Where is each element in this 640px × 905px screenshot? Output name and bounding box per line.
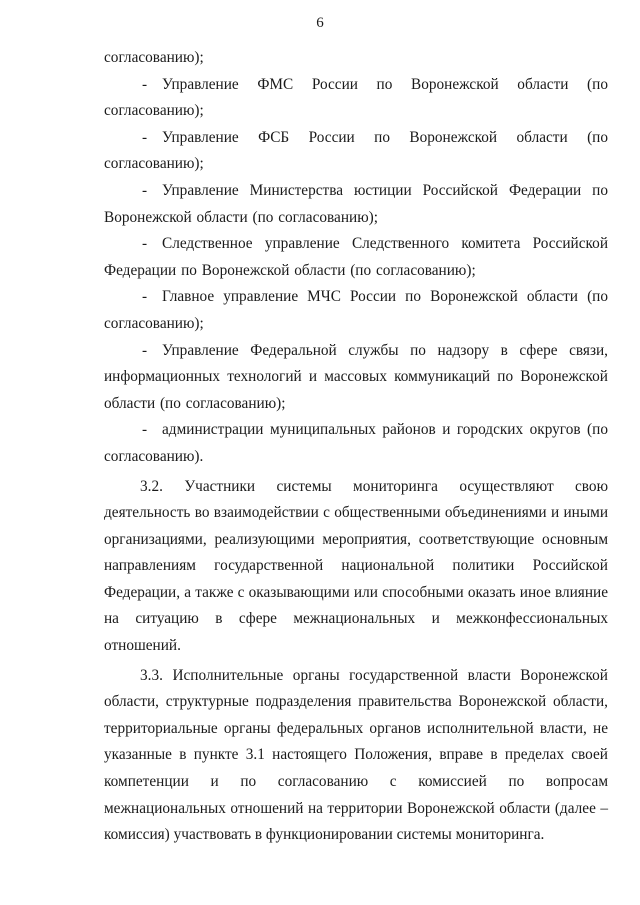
section-number: 3.2. xyxy=(140,477,163,495)
list-item-text: Управление ФМС России по Воронежской области (по согласованию); xyxy=(104,75,608,120)
document-body xyxy=(104,45,608,849)
page-number: 6 xyxy=(316,15,324,31)
list-item-text: Управление ФСБ России по Воронежской области (по согласованию); xyxy=(104,128,608,173)
bullet-dash: - xyxy=(142,75,148,93)
list-item xyxy=(104,284,608,337)
list-item xyxy=(104,417,608,470)
list-item xyxy=(104,178,608,231)
section-3-3 xyxy=(104,663,608,849)
bullet-dash: - xyxy=(142,341,148,359)
list-item-text: Управление Федеральной службы по надзору в сфере связи, информационных технологий и массовых коммуникаций по Воронежской области (по согласованию); xyxy=(104,341,608,412)
section-number: 3.3. xyxy=(140,666,163,684)
list-item xyxy=(104,338,608,418)
lead-fragment: согласованию); xyxy=(104,49,204,66)
section-text: Исполнительные органы государственной власти Воронежской области, структурные подразделения правительства Воронежской области, территориальные органы федеральных органов исполнительной власти, не указанные в пункте 3.1 настоящего Положения, вправе в пределах своей компетенции и по согласованию с комиссией по вопросам межнациональных отношений на территории Воронежской области (далее – комиссия) участвовать в функционировании системы мониторинга. xyxy=(104,666,608,844)
bullet-dash: - xyxy=(142,181,148,199)
bullet-dash: - xyxy=(142,128,148,146)
section-text: Участники системы мониторинга осуществляют свою деятельность во взаимодействии с общественными объединениями и иными организациями, реализующими мероприятия, соответствующие основным направлениям государственной национальной политики Российской Федерации, а также с оказывающими или способными оказать иное влияние на ситуацию в сфере межнациональных и межконфессиональных отношений. xyxy=(104,477,608,655)
list-item xyxy=(104,125,608,178)
section-3-2 xyxy=(104,474,608,660)
list-item-text: Управление Министерства юстиции Российской Федерации по Воронежской области (по согласованию); xyxy=(104,181,608,226)
bullet-dash: - xyxy=(142,421,148,439)
list-item-text: Главное управление МЧС России по Воронежской области (по согласованию); xyxy=(104,288,608,332)
bullet-dash: - xyxy=(142,288,148,306)
list-item xyxy=(104,72,608,125)
list-item-text: администрации муниципальных районов и городских округов (по согласованию). xyxy=(104,421,608,465)
list-item-text: Следственное управление Следственного комитета Российской Федерации по Воронежской области (по согласованию); xyxy=(104,235,608,279)
list-item xyxy=(104,231,608,284)
bullet-dash: - xyxy=(142,235,148,253)
